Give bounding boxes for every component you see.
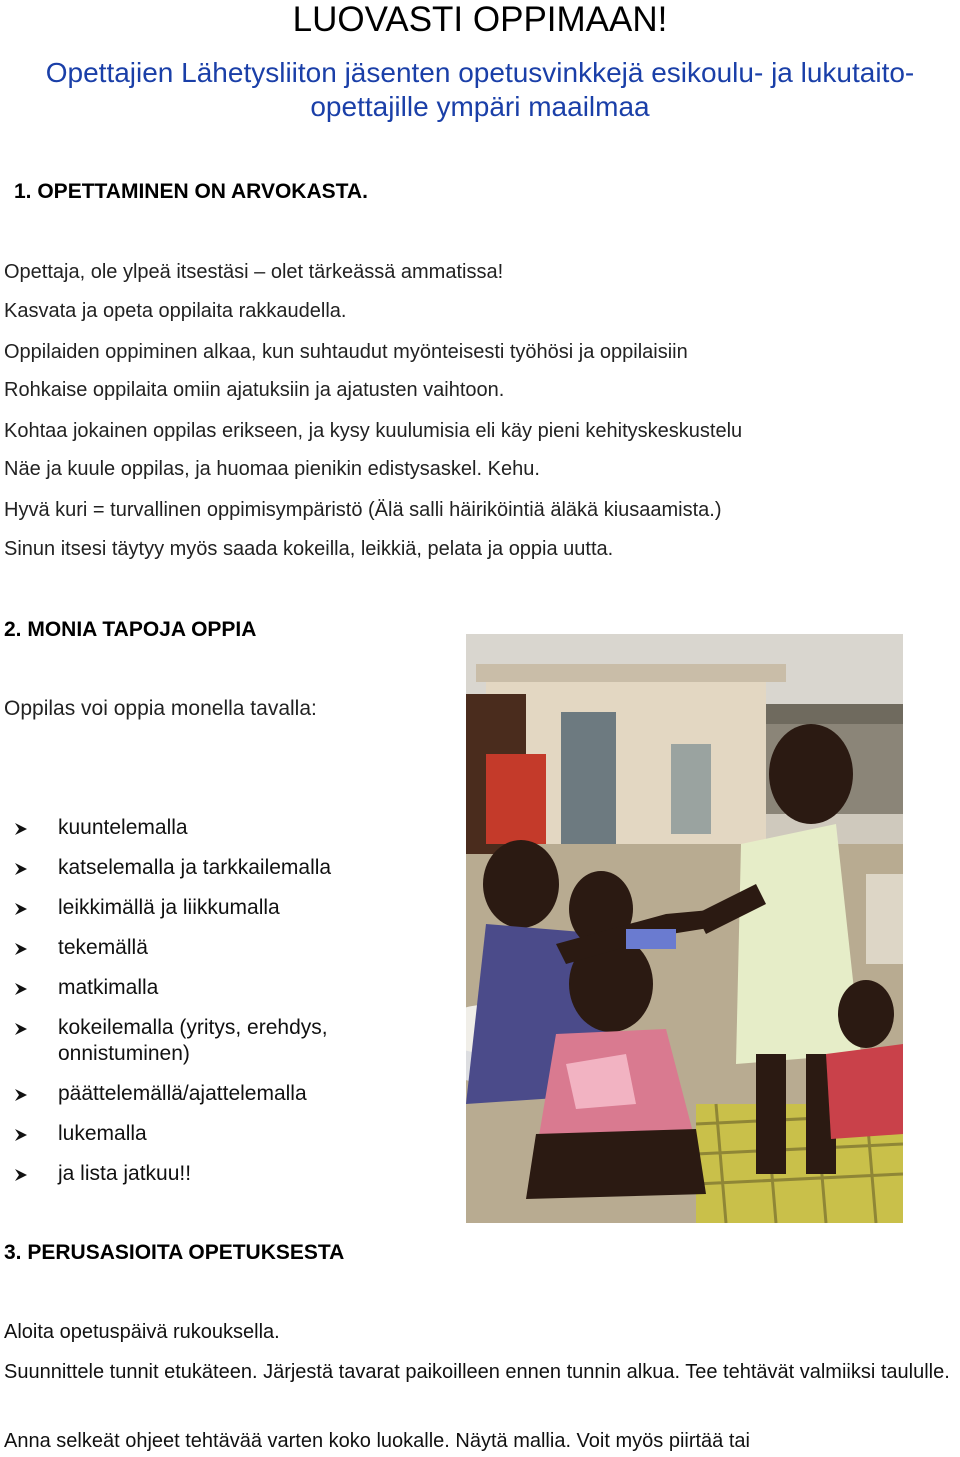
list-item-label: kokeilemalla (yritys, erehdys, onnistuminen) [58, 1016, 328, 1065]
list-item [14, 1015, 398, 1081]
section1-paragraph: Kohtaa jokainen oppilas erikseen, ja kysy kuulumisia eli käy pieni kehityskeskustelu [4, 420, 743, 442]
list-item [14, 855, 398, 895]
section1-heading: 1. OPETTAMINEN ON ARVOKASTA. [14, 180, 368, 203]
section2-intro: Oppilas voi oppia monella tavalla: [4, 697, 317, 720]
section1-paragraph: Näe ja kuule oppilas, ja huomaa pienikin edistysaskel. Kehu. [4, 458, 540, 480]
list-item-label: leikkimällä ja liikkumalla [58, 896, 280, 919]
section1-paragraph: Rohkaise oppilaita omiin ajatuksiin ja ajatusten vaihtoon. [4, 379, 505, 401]
arrow-bullet-icon [14, 822, 28, 836]
arrow-bullet-icon [14, 1128, 28, 1142]
list-item-label: matkimalla [58, 976, 159, 999]
children-photo [466, 634, 903, 1223]
section1-paragraph: Kasvata ja opeta oppilaita rakkaudella. [4, 300, 347, 322]
list-item [14, 815, 398, 855]
list-item [14, 1081, 398, 1121]
list-item [14, 1121, 398, 1161]
list-item-label: katselemalla ja tarkkailemalla [58, 856, 332, 879]
section3-paragraph: Suunnittele tunnit etukäteen. Järjestä tavarat paikoilleen ennen tunnin alkua. Tee tehtävät valmiiksi taululle. [4, 1361, 950, 1383]
section3-paragraph: Anna selkeät ohjeet tehtävää varten koko luokalle. Näytä mallia. Voit myös piirtää tai [4, 1430, 750, 1452]
section1-paragraph: Sinun itsesi täytyy myös saada kokeilla, leikkiä, pelata ja oppia uutta. [4, 538, 614, 560]
section2-heading: 2. MONIA TAPOJA OPPIA [4, 618, 257, 641]
section1-paragraph: Opettaja, ole ylpeä itsestäsi – olet tärkeässä ammatissa! [4, 261, 504, 283]
list-item-label: ja lista jatkuu!! [58, 1162, 192, 1185]
list-item-label: kuuntelemalla [58, 816, 188, 839]
document-subtitle: Opettajien Lähetysliiton jäsenten opetusvinkkejä esikoulu- ja lukutaito-opettajille ympäri maailmaa [45, 57, 915, 122]
arrow-bullet-icon [14, 1022, 28, 1036]
arrow-bullet-icon [14, 1168, 28, 1182]
section3-heading: 3. PERUSASIOITA OPETUKSESTA [4, 1241, 345, 1264]
list-item-label: tekemällä [58, 936, 148, 959]
section1-paragraph: Oppilaiden oppiminen alkaa, kun suhtaudut myönteisesti työhösi ja oppilaisiin [4, 341, 688, 363]
list-item-label: päättelemällä/ajattelemalla [58, 1082, 307, 1105]
section3-paragraph: Aloita opetuspäivä rukouksella. [4, 1321, 280, 1343]
children-photo-illustration [466, 634, 903, 1223]
list-item [14, 935, 398, 975]
list-item [14, 975, 398, 1015]
list-item [14, 895, 398, 935]
arrow-bullet-icon [14, 902, 28, 916]
list-item [14, 1161, 398, 1201]
learning-methods-list [14, 815, 398, 1201]
arrow-bullet-icon [14, 982, 28, 996]
arrow-bullet-icon [14, 1088, 28, 1102]
document-title: LUOVASTI OPPIMAAN! [292, 0, 668, 39]
list-item-label: lukemalla [58, 1122, 147, 1145]
arrow-bullet-icon [14, 942, 28, 956]
section1-paragraph: Hyvä kuri = turvallinen oppimisympäristö (Älä salli häiriköintiä äläkä kiusaamista.) [4, 499, 722, 521]
arrow-bullet-icon [14, 862, 28, 876]
